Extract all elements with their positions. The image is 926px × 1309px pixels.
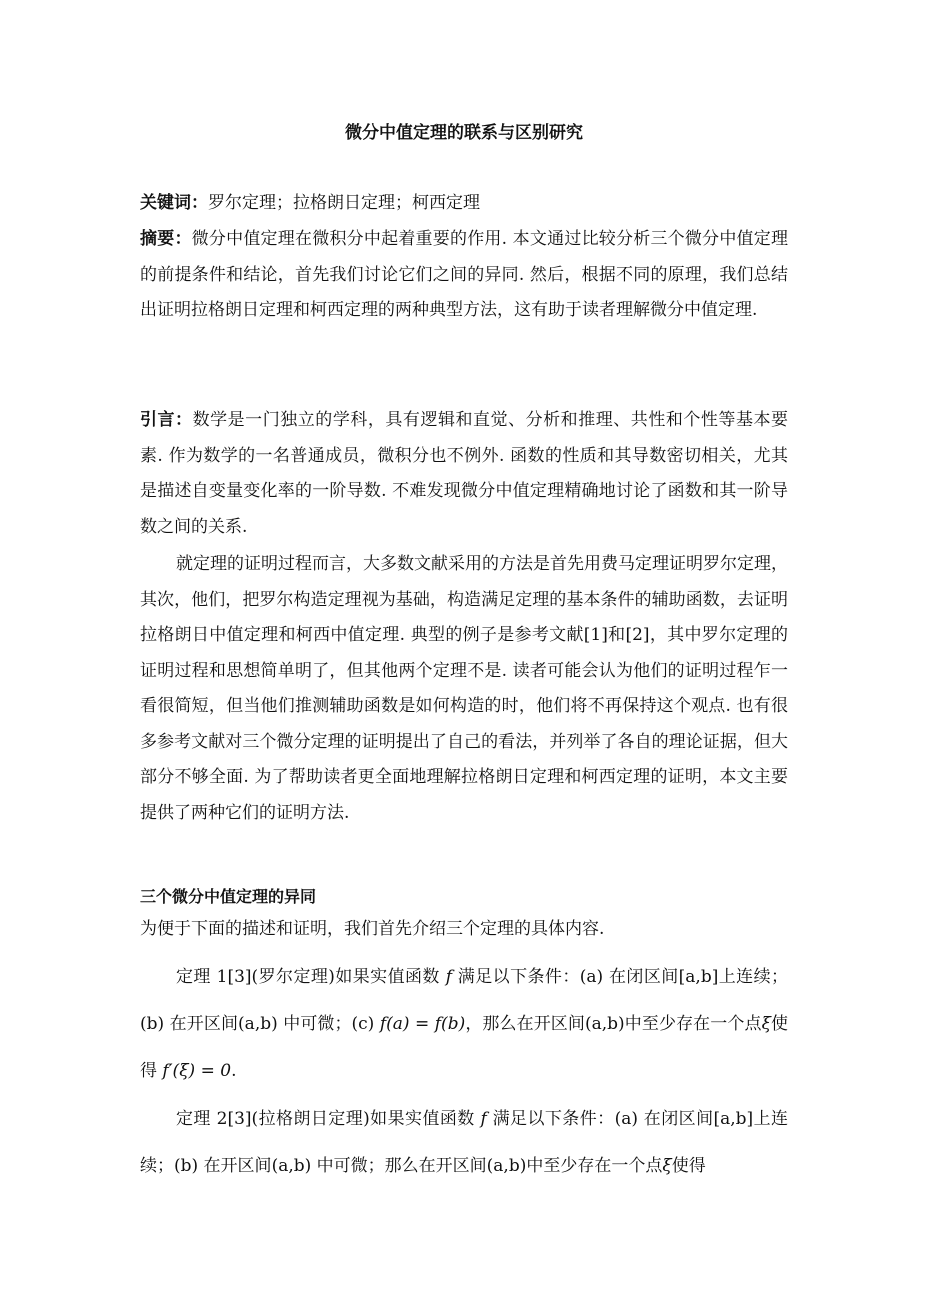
theorem-1-b-tail: 中可微； bbox=[277, 1014, 352, 1034]
theorem-1-f: f bbox=[445, 967, 452, 987]
theorem-2-a-text: 在闭区间 bbox=[637, 1109, 714, 1129]
keywords-line bbox=[140, 186, 788, 222]
introduction-label: 引言： bbox=[140, 410, 193, 430]
abstract-paragraph bbox=[140, 222, 788, 329]
theorem-2-conclusion: 中至少存在一个点 bbox=[526, 1156, 663, 1176]
theorem-2-a: (a) bbox=[614, 1109, 638, 1129]
theorem-1-b: (b) bbox=[140, 1014, 165, 1034]
theorem-1-a: (a) bbox=[579, 967, 604, 987]
theorem-1-end: . bbox=[231, 1061, 237, 1081]
theorem-1-cond-intro: 满足以下条件： bbox=[451, 967, 580, 987]
theorem-1 bbox=[140, 954, 788, 1095]
introduction-text: 数学是一门独立的学科，具有逻辑和直觉、分析和推理、共性和个性等基本要素. 作为数学的一名普通成员，微积分也不例外. 函数的性质和其导数密切相关，尤其是描述自变量变化率的一阶导数. 不难发现微分中值定理精确地讨论了函数和其一阶导数之间的关系. bbox=[140, 410, 789, 537]
theorem-1-c: (c) bbox=[351, 1014, 375, 1034]
theorem-1-a-tail: 上连续； bbox=[718, 967, 789, 987]
theorem-2-cond-intro: 满足以下条件： bbox=[486, 1109, 615, 1129]
theorem-1-xi: ξ bbox=[761, 1014, 771, 1034]
theorem-2-f: f bbox=[480, 1109, 487, 1129]
theorem-2-open-interval: (a,b) bbox=[271, 1156, 312, 1176]
theorem-1-open-interval: (a,b) bbox=[238, 1014, 278, 1034]
abstract-text: 微分中值定理在微积分中起着重要的作用. 本文通过比较分析三个微分中值定理的前提条件和结论，首先我们讨论它们之间的异同. 然后，根据不同的原理，我们总结出证明拉格朗日定理和柯西定理的两种典型方法，这有助于读者理解微分中值定理. bbox=[140, 229, 789, 320]
introduction-paragraph bbox=[140, 403, 788, 545]
theorem-1-result: f′(ξ) = 0 bbox=[162, 1061, 232, 1081]
section-intro: 为便于下面的描述和证明，我们首先介绍三个定理的具体内容. bbox=[140, 919, 605, 939]
theorem-2-closed-interval: [a,b] bbox=[713, 1109, 754, 1129]
keywords-text: 罗尔定理；拉格朗日定理；柯西定理 bbox=[208, 193, 480, 213]
theorem-2-b-tail: 中可微；那么在开区间 bbox=[311, 1156, 487, 1176]
theorem-2-such: 使得 bbox=[671, 1156, 706, 1176]
section-heading: 三个微分中值定理的异同 bbox=[140, 887, 317, 906]
theorem-2 bbox=[140, 1096, 788, 1190]
theorem-2-a-tail: 上连续； bbox=[140, 1109, 789, 1176]
theorem-1-closed-interval: [a,b] bbox=[678, 967, 719, 987]
theorem-1-open-interval-2: (a,b) bbox=[585, 1014, 625, 1034]
theorem-2-lead: 定理 2[3](拉格朗日定理)如果实值函数 bbox=[176, 1109, 481, 1129]
theorem-1-a-text: 在闭区间 bbox=[603, 967, 679, 987]
paper-title: 微分中值定理的联系与区别研究 bbox=[345, 123, 583, 143]
theorem-2-b: (b) bbox=[174, 1156, 199, 1176]
introduction-paragraph-2: 就定理的证明过程而言，大多数文献采用的方法是首先用费马定理证明罗尔定理，其次，他们，把罗尔构造定理视为基础，构造满足定理的基本条件的辅助函数，去证明拉格朗日中值定理和柯西中值定理. 典型的例子是参考文献[1]和[2]，其中罗尔定理的证明过程和思想简单明了，但其他两个定理不是. 读者可能会认为他们的证明过程乍一看很简短，但当他们推测辅助函数是如何构造的时，他们将不再保持这个观点. 也有很多参考文献对三个微分定理的证明提出了自己的看法，并列举了各自的理论证据，但大部分不够全面. 为了帮助读者更全面地理解拉格朗日定理和柯西定理的证明，本文主要提供了两种它们的证明方法. bbox=[140, 554, 788, 823]
theorem-2-xi: ξ bbox=[662, 1156, 672, 1176]
theorem-1-conclusion: ，那么在开区间 bbox=[465, 1014, 585, 1034]
theorem-1-lead: 定理 1[3](罗尔定理)如果实值函数 bbox=[176, 967, 446, 987]
abstract-label: 摘要： bbox=[140, 229, 192, 249]
theorem-1-such: 使得 bbox=[140, 1014, 789, 1081]
theorem-2-open-interval-2: (a,b) bbox=[486, 1156, 527, 1176]
keywords-label: 关键词： bbox=[140, 193, 208, 213]
theorem-2-b-text: 在开区间 bbox=[198, 1156, 272, 1176]
theorem-1-c-equation: f(a) = f(b) bbox=[374, 1014, 466, 1034]
theorem-1-conclusion-2: 中至少存在一个点 bbox=[624, 1014, 762, 1034]
theorem-1-b-text: 在开区间 bbox=[164, 1014, 239, 1034]
